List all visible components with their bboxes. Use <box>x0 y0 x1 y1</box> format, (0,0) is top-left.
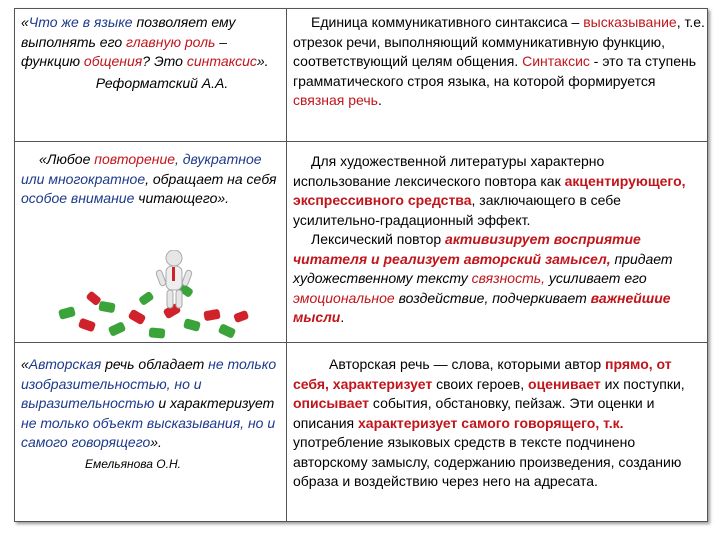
quote-author: Реформатский А.А. <box>95 74 229 91</box>
table-row <box>15 9 707 142</box>
table-row <box>15 343 707 521</box>
quote-reformatsky: «Что же в языке позволяет ему выполнять его главную роль – функцию общения? Это синтаксис». Реформатский А.А. <box>21 13 283 93</box>
quote-author: Емельянова О.Н. <box>85 456 181 471</box>
column-divider <box>286 343 287 521</box>
column-divider <box>286 142 287 342</box>
column-divider <box>286 9 287 141</box>
content-table <box>14 8 708 522</box>
table-row <box>15 142 707 343</box>
repetition-description: Для художественной литературы характерно использование лексического повтора как акцентирующего, экспрессивного средства, заключающего в себе усилительно-градационный эффект. Лексический повтор активизирует восприятие читателя и реализует авторский замысел, придает художественному тексту связность, усиливает его эмоциональное воздействие, подчеркивает важнейшие мысли. <box>293 153 686 325</box>
person-figure <box>155 250 192 308</box>
quote-repetition: «Любое повторение, двукратное или многократное, обращает на себя особое внимание читающего». <box>21 151 277 206</box>
puzzle-person-illustration <box>39 250 269 340</box>
author-speech-description: Авторская речь — слова, которыми автор прямо, от себя, характеризует своих героев, оценивает их поступки, описывает события, обстановку, пейзаж. Эти оценки и описания характеризует самого говорящего, т.к. употребление языковых средств в тексте подчинено авторскому замыслу, содержанию произведения, созданию образа и воздействию через него на адресата. <box>293 356 685 489</box>
definition-text: Единица коммуникативного синтаксиса – высказывание, т.е. отрезок речи, выполняющий коммуникативную функцию, соответствующий целям общения. Синтаксис - это та ступень грамматического строя языка, на которой формируется связная речь. <box>293 14 705 108</box>
puzzle-pieces <box>58 283 249 339</box>
quote-emelyanova: «Авторская речь обладает не только изобразительностью, но и выразительностью и характеризует не только объект высказывания, но и самого говорящего». Емельянова О.Н. <box>21 355 283 474</box>
